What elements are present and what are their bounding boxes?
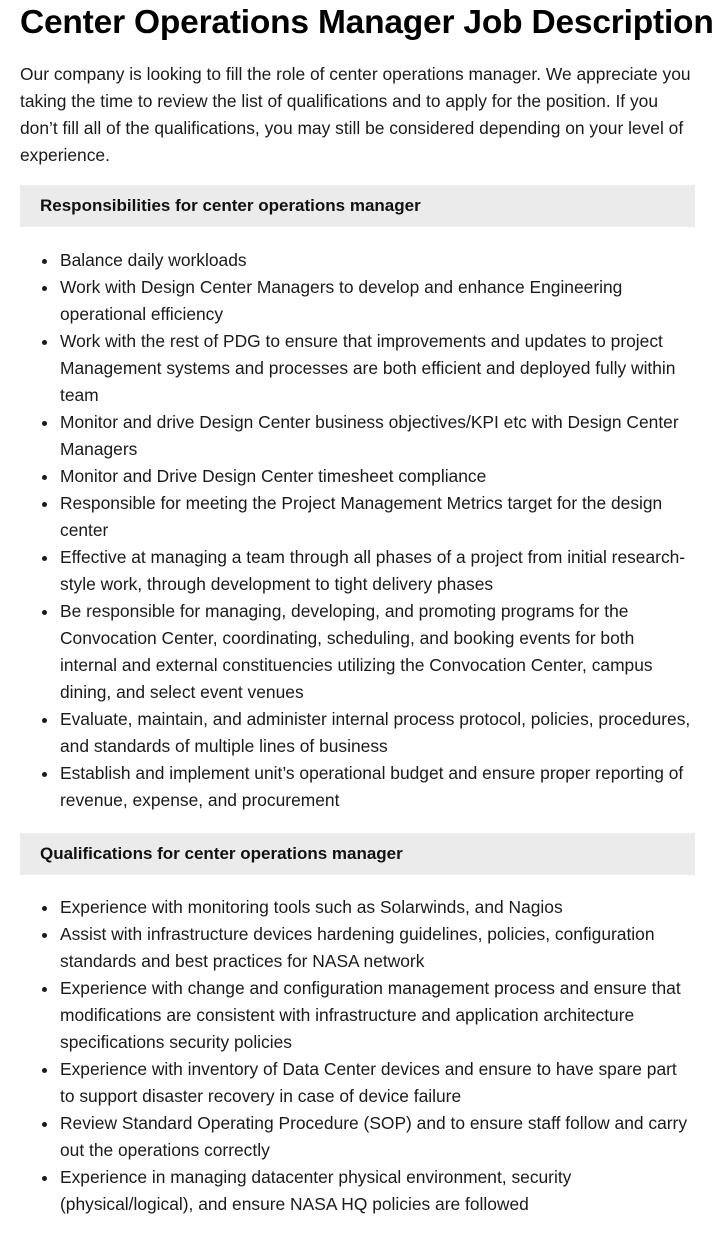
bullet-icon	[42, 556, 47, 561]
bullet-icon	[42, 987, 47, 992]
page-title: Center Operations Manager Job Description	[20, 4, 714, 41]
bullet-icon	[42, 475, 47, 480]
list-item	[60, 490, 695, 544]
list-item-text: Work with the rest of PDG to ensure that improvements and updates to project Management systems and processes are both efficient and deployed fully within team	[60, 331, 676, 405]
responsibilities-list	[20, 247, 695, 814]
bullet-icon	[42, 933, 47, 938]
list-item	[60, 894, 695, 921]
list-item	[60, 328, 695, 409]
bullet-icon	[42, 1122, 47, 1127]
list-item	[60, 921, 695, 975]
bullet-icon	[42, 1068, 47, 1073]
list-item-text: Monitor and drive Design Center business objectives/KPI etc with Design Center Managers	[60, 412, 679, 459]
list-item-text: Responsible for meeting the Project Management Metrics target for the design center	[60, 493, 663, 540]
bullet-icon	[42, 340, 47, 345]
responsibilities-header: Responsibilities for center operations manager	[20, 185, 695, 227]
bullet-icon	[42, 286, 47, 291]
list-item	[60, 544, 695, 598]
bullet-icon	[42, 502, 47, 507]
list-item-text: Experience with change and configuration management process and ensure that modifications are consistent with infrastructure and application architecture specifications security policies	[60, 978, 681, 1052]
list-item-text: Review Standard Operating Procedure (SOP) and to ensure staff follow and carry out the operations correctly	[60, 1113, 688, 1160]
list-item	[60, 760, 695, 814]
list-item-text: Evaluate, maintain, and administer internal process protocol, policies, procedures, and standards of multiple lines of business	[60, 709, 691, 756]
bullet-icon	[42, 718, 47, 723]
list-item-text: Monitor and Drive Design Center timesheet compliance	[60, 466, 487, 486]
list-item-text: Establish and implement unit’s operational budget and ensure proper reporting of revenue, expense, and procurement	[60, 763, 684, 810]
intro-paragraph: Our company is looking to fill the role of center operations manager. We appreciate you taking the time to review the list of qualifications and to apply for the position. If you don’t fill all of the qualifications, you may still be considered depending on your level of experience.	[20, 64, 691, 165]
bullet-icon	[42, 259, 47, 264]
list-item-text: Experience with monitoring tools such as Solarwinds, and Nagios	[60, 897, 563, 917]
qualifications-list	[20, 894, 695, 1218]
list-item-text: Experience with inventory of Data Center devices and ensure to have spare part to support disaster recovery in case of device failure	[60, 1059, 677, 1106]
list-item-text: Assist with infrastructure devices hardening guidelines, policies, configuration standards and best practices for NASA network	[60, 924, 655, 971]
list-item-text: Work with Design Center Managers to develop and enhance Engineering operational efficiency	[60, 277, 623, 324]
list-item	[60, 409, 695, 463]
bullet-icon	[42, 906, 47, 911]
list-item-text: Balance daily workloads	[60, 250, 247, 270]
list-item-text: Experience in managing datacenter physical environment, security (physical/logical), and ensure NASA HQ policies are followed	[60, 1167, 572, 1214]
list-item	[60, 598, 695, 706]
bullet-icon	[42, 610, 47, 615]
list-item	[60, 975, 695, 1056]
list-item-text: Effective at managing a team through all phases of a project from initial research-style work, through development to tight delivery phases	[60, 547, 686, 594]
bullet-icon	[42, 772, 47, 777]
list-item	[60, 274, 695, 328]
list-item-text: Be responsible for managing, developing, and promoting programs for the Convocation Center, coordinating, scheduling, and booking events for both internal and external constituencies utilizing the Convocation Center, campus dining, and select event venues	[60, 601, 653, 702]
list-item	[60, 1056, 695, 1110]
list-item	[60, 1164, 695, 1218]
list-item	[60, 247, 695, 274]
qualifications-header: Qualifications for center operations manager	[20, 833, 695, 875]
list-item	[60, 1110, 695, 1164]
bullet-icon	[42, 421, 47, 426]
list-item	[60, 706, 695, 760]
bullet-icon	[42, 1176, 47, 1181]
list-item	[60, 463, 695, 490]
